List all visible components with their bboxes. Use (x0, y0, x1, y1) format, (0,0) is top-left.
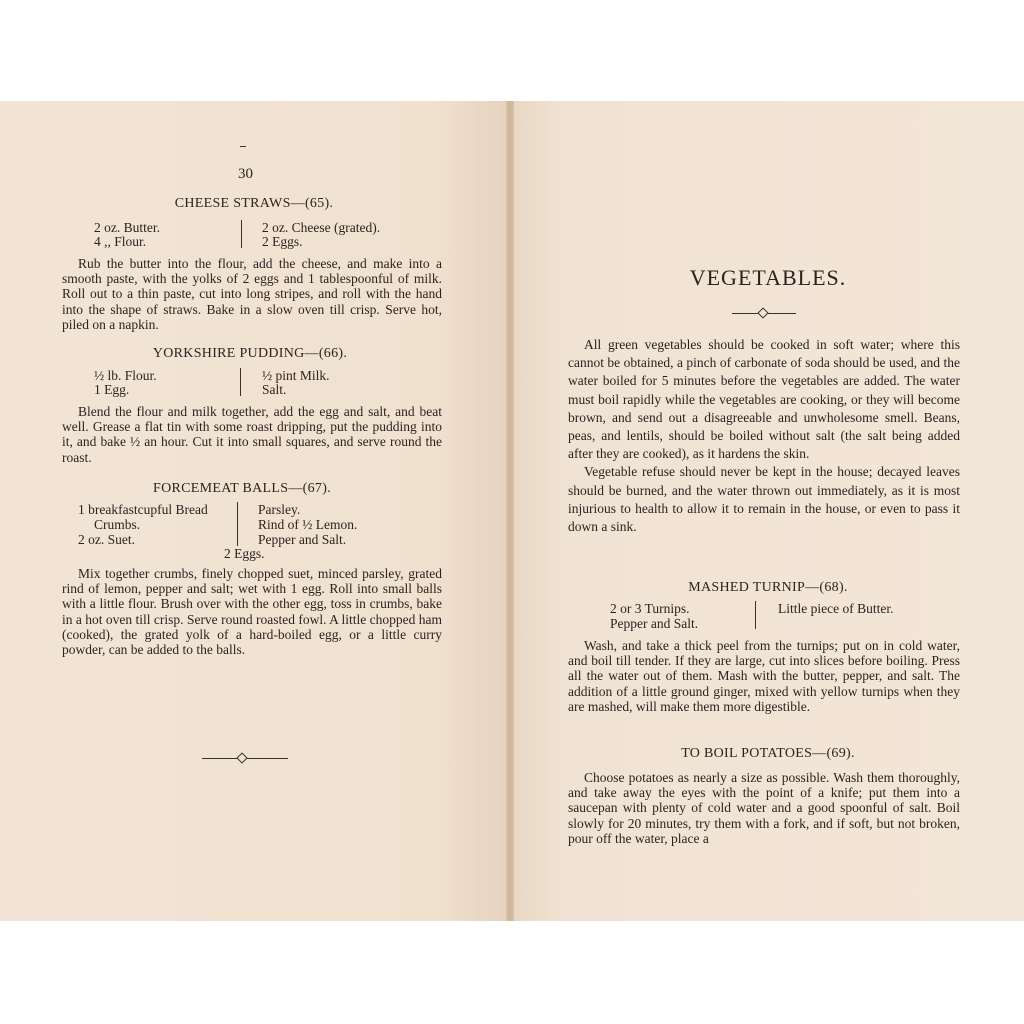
recipe-title-yorkshire-pudding: YORKSHIRE PUDDING—(66). (152, 346, 348, 361)
book-gutter (506, 101, 514, 921)
ingredient: Parsley. (258, 502, 301, 517)
ingredient-divider (755, 601, 756, 629)
recipe-title-boil-potatoes: TO BOIL POTATOES—(69). (681, 746, 855, 761)
ingredient: Crumbs. (94, 517, 141, 532)
ingredient: Rind of ½ Lemon. (258, 517, 358, 532)
ingredient: 2 oz. Butter. (94, 220, 160, 235)
left-page (0, 101, 508, 921)
ingredient-divider (241, 220, 242, 248)
ingredient-divider (240, 368, 241, 396)
section-intro (568, 336, 960, 536)
ingredient: 1 breakfastcupful Bread (78, 502, 208, 517)
recipe-method: Choose potatoes as nearly a size as possible. Wash them thoroughly, and take away the eyes with the point of a knife; put them into a saucepan with plenty of cold water and a good spoonful of salt. Boil slowly for 20 minutes, try them with a fork, and if soft, but not broken, pour off the water, place a (568, 770, 960, 846)
ingredient: 2 Eggs. (262, 234, 303, 249)
ingredient: 2 Eggs. (224, 546, 265, 561)
ingredient: Pepper and Salt. (610, 616, 699, 631)
recipe-method: Mix together crumbs, finely chopped suet, minced parsley, grated rind of lemon, pepper and salt; wet with 1 egg. Roll into small balls with a little flour. Brush over with the other egg, toss in crumbs, bake in a hot oven till crisp. Serve round roasted fowl. A little chopped ham (cooked), the grated yolk of a hard-boiled egg, or a little curry powder, can be added to the balls. (62, 566, 442, 658)
recipe-method: Blend the flour and milk together, add the egg and salt, and beat well. Grease a flat tin with some roast dripping, put the pudding into it, and bake ½ an hour. Cut it into small squares, and serve round the roast. (62, 404, 442, 465)
recipe-title-mashed-turnip: MASHED TURNIP—(68). (688, 580, 848, 595)
top-mark (240, 146, 246, 147)
section-title: VEGETABLES. (689, 265, 847, 290)
ingredient: 4 ,, Flour. (94, 234, 147, 249)
ingredient: ½ pint Milk. (262, 368, 330, 383)
ingredient: 2 oz. Suet. (78, 532, 135, 547)
recipe-method: Rub the butter into the flour, add the cheese, and make into a smooth paste, with the yolks of 2 eggs and 1 tablespoonful of milk. Roll out to a thin paste, cut into long stripes, and roll with the hand into the shape of straws. Bake in a slow oven till crisp. Serve hot, piled on a napkin. (62, 256, 442, 332)
ingredient: 2 or 3 Turnips. (610, 601, 690, 616)
ingredient: 1 Egg. (94, 382, 130, 397)
ingredient: Pepper and Salt. (258, 532, 347, 547)
intro-paragraph: All green vegetables should be cooked in soft water; where this cannot be obtained, a pinch of carbonate of soda should be used, and the water boiled for 5 minutes before the vegetables are added. The water must boil rapidly while the vegetables are cooking, or they will become brown, and send out a disagreeable and unwholesome smell. Beans, peas, and lentils, should be boiled without salt (the salt being added after they are cooked), as it hardens the skin. (568, 337, 960, 462)
ingredient: ½ lb. Flour. (94, 368, 157, 383)
page-number: 30 (238, 166, 253, 182)
ingredient: Salt. (262, 382, 287, 397)
ingredient-divider (237, 502, 238, 546)
ingredient: Little piece of Butter. (778, 601, 894, 616)
intro-paragraph: Vegetable refuse should never be kept in the house; decayed leaves should be burned, and the water thrown out immediately, as it is most injurious to health to allow it to remain in the house, or even to pass it down a sink. (568, 464, 960, 535)
ingredient: 2 oz. Cheese (grated). (262, 220, 381, 235)
recipe-method: Wash, and take a thick peel from the turnips; put on in cold water, and boil till tender. If they are large, cut into slices before boiling. Press all the water out of them. Mash with the butter, pepper, and salt. The addition of a little ground ginger, mixed with yellow turnips when they are mashed, will make them more digestible. (568, 638, 960, 714)
recipe-title-cheese-straws: CHEESE STRAWS—(65). (174, 196, 334, 211)
recipe-title-forcemeat-balls: FORCEMEAT BALLS—(67). (153, 481, 331, 496)
